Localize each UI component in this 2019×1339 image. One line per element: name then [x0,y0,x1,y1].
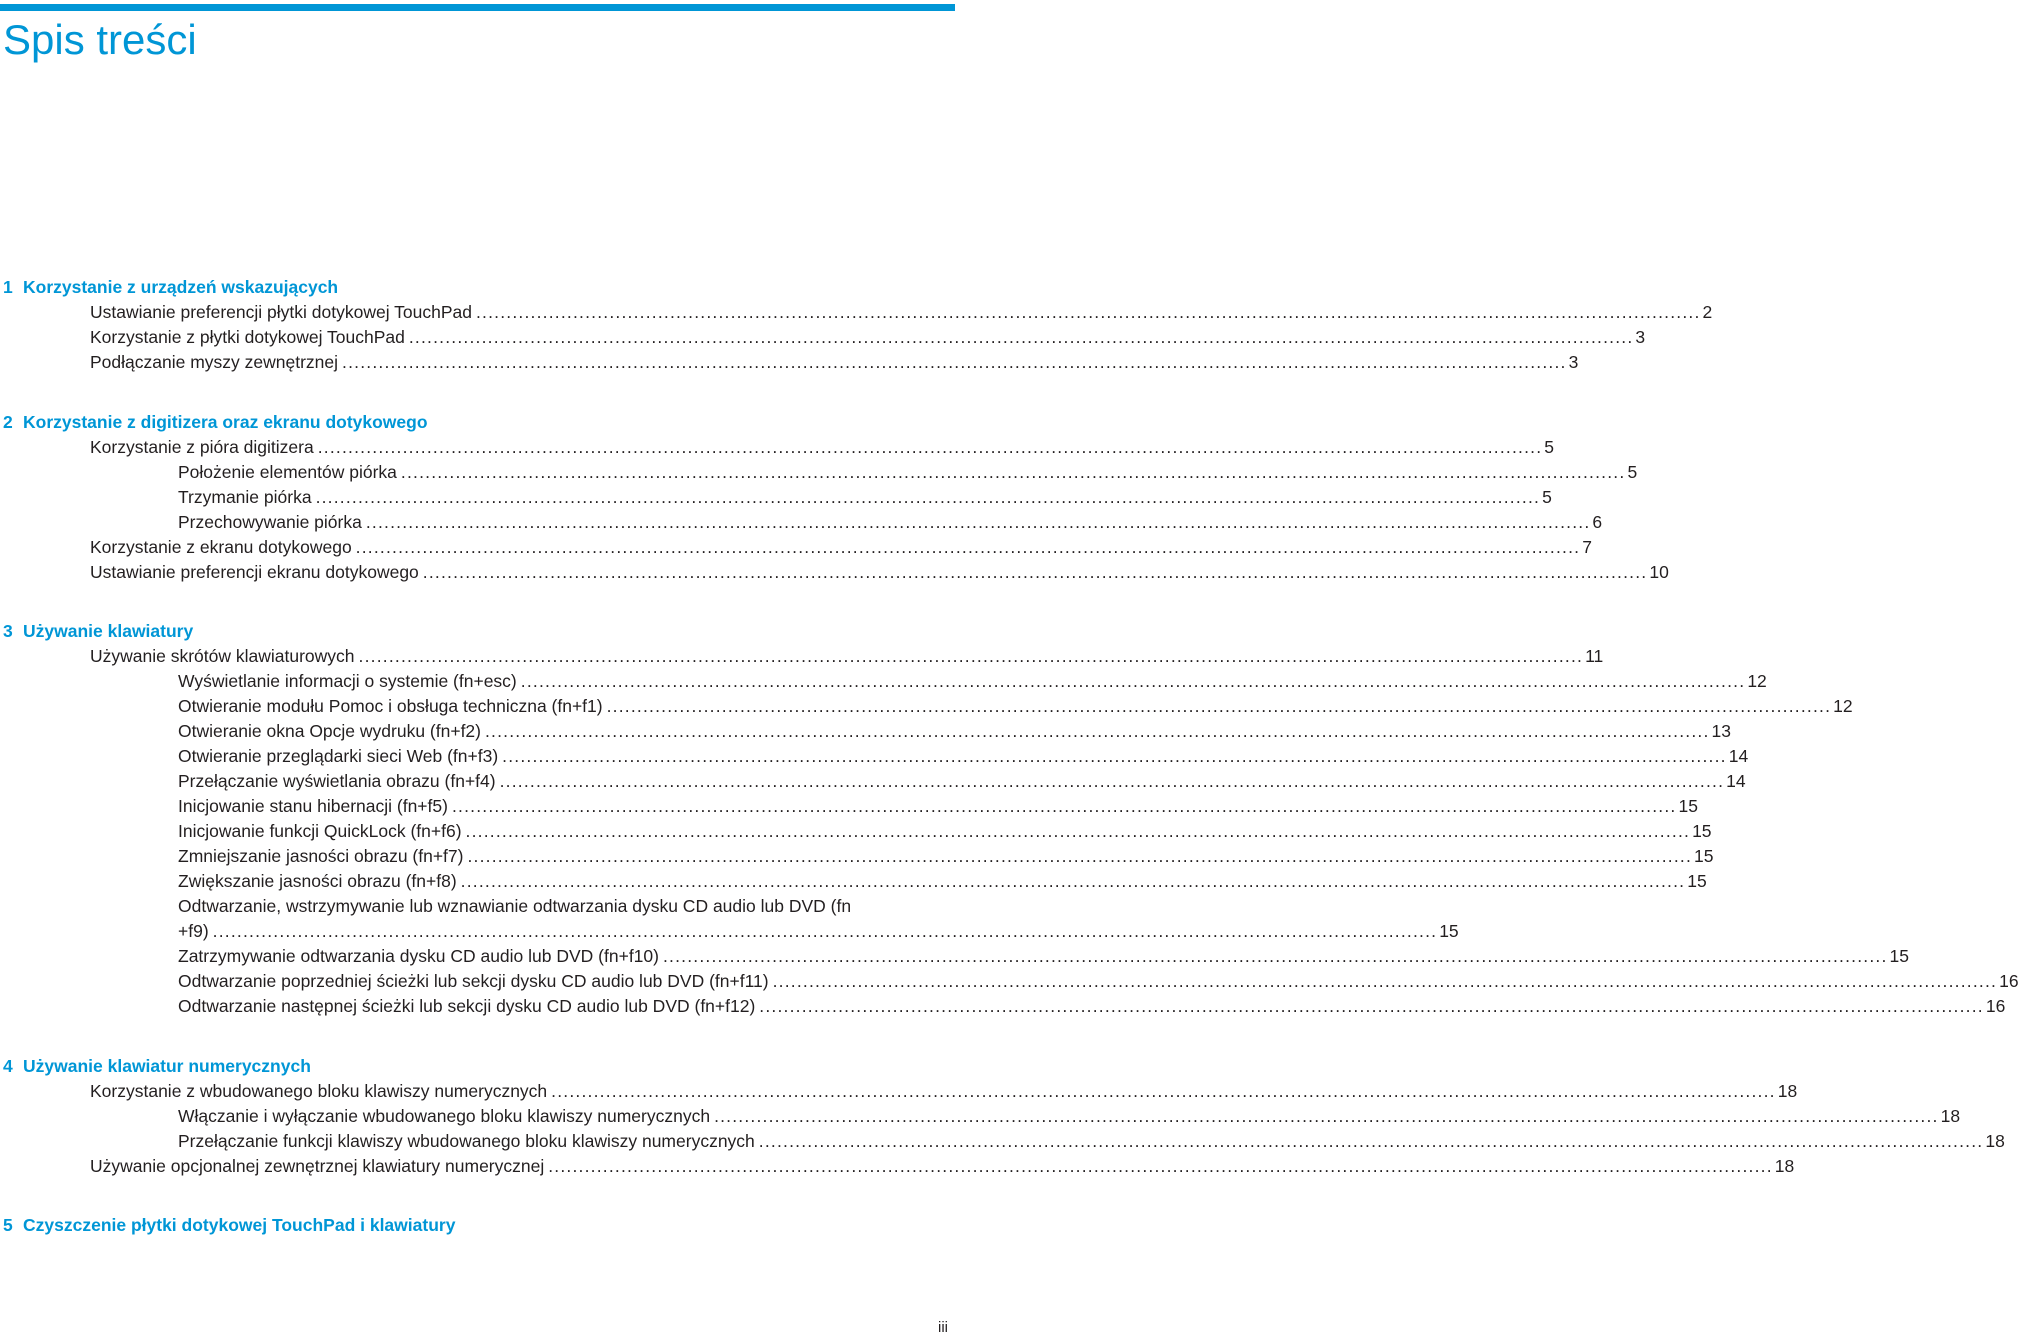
chapter-4-heading[interactable] [3,1055,311,1077]
toc-entry-page: 5 [1542,487,1552,507]
toc-entry-text: Włączanie i wyłączanie wbudowanego bloku klawiszy numerycznych [178,1106,711,1126]
toc-entry-text: Zmniejszanie jasności obrazu (fn+f7) [178,846,464,866]
toc-entry-page: 18 [1774,1156,1795,1176]
toc-entry-page: 18 [1985,1131,2005,1151]
toc-entry-page: 16 [1985,996,2006,1016]
toc-subentry[interactable] [178,511,1603,533]
chapter-3-heading[interactable] [3,620,193,642]
chapter-title: Korzystanie z digitizera oraz ekranu dotykowego [23,412,428,432]
toc-entry-text: Używanie opcjonalnej zewnętrznej klawiatury numerycznej [90,1156,545,1176]
toc-entry-text: Zatrzymywanie odtwarzania dysku CD audio lub DVD (fn+f10) [178,946,659,966]
toc-entry-page: 18 [1777,1081,1798,1101]
chapter-number: 3 [3,621,13,641]
toc-entry-page: 14 [1726,771,1746,791]
toc-subentry[interactable] [178,720,1732,742]
toc-entry[interactable] [90,536,1592,558]
toc-entry-page: 7 [1582,537,1592,557]
toc-entry-text: Korzystanie z pióra digitizera [90,437,314,457]
toc-entry-text: Zwiększanie jasności obrazu (fn+f8) [178,871,457,891]
dot-leader: .......................................................................................................................................................................................................... [520,671,1746,691]
toc-entry-text: Inicjowanie stanu hibernacji (fn+f5) [178,796,448,816]
chapter-number: 2 [3,412,13,432]
toc-entry[interactable] [90,645,1604,667]
toc-subentry[interactable] [178,795,1698,817]
toc-entry-text: Otwieranie okna Opcje wydruku (fn+f2) [178,721,481,741]
dot-leader: .......................................................................................................................................................................................................... [400,462,1626,482]
toc-subentry[interactable] [178,870,1707,892]
chapter-title: Czyszczenie płytki dotykowej TouchPad i klawiatury [23,1215,456,1235]
toc-entry-page: 15 [1692,821,1712,841]
toc-subentry[interactable] [178,670,1767,692]
dot-leader: .......................................................................................................................................................................................................... [759,996,1984,1016]
toc-entry-text: Przełączanie wyświetlania obrazu (fn+f4) [178,771,496,791]
dot-leader: .......................................................................................................................................................................................................... [475,302,1701,322]
dot-leader: .......................................................................................................................................................................................................... [714,1106,1939,1126]
toc-entry-text: Otwieranie modułu Pomoc i obsługa techniczna (fn+f1) [178,696,603,716]
chapter-number: 5 [3,1215,13,1235]
dot-leader: .......................................................................................................................................................................................................... [212,921,1438,941]
toc-subentry[interactable] [178,461,1638,483]
toc-entry-text: Odtwarzanie poprzedniej ścieżki lub sekcji dysku CD audio lub DVD (fn+f11) [178,971,769,991]
toc-entry-text: Ustawianie preferencji ekranu dotykowego [90,562,419,582]
toc-entry-text: Otwieranie przeglądarki sieci Web (fn+f3) [178,746,499,766]
header-rule [0,4,955,11]
dot-leader: .......................................................................................................................................................................................................... [662,946,1888,966]
dot-leader: .......................................................................................................................................................................................................... [499,771,1725,791]
toc-subentry[interactable] [178,695,1853,717]
dot-leader: .......................................................................................................................................................................................................... [317,437,1543,457]
toc-entry-text: Odtwarzanie następnej ścieżki lub sekcji dysku CD audio lub DVD (fn+f12) [178,996,756,1016]
chapter-5-heading[interactable] [3,1214,455,1236]
toc-subentry[interactable] [178,745,1749,767]
toc-entry-text: Wyświetlanie informacji o systemie (fn+esc) [178,671,517,691]
dot-leader: .......................................................................................................................................................................................................... [408,327,1634,347]
toc-entry-text: Korzystanie z wbudowanego bloku klawiszy numerycznych [90,1081,548,1101]
toc-subentry[interactable] [178,486,1552,508]
toc-entry[interactable] [90,1080,1798,1102]
toc-entry-text: Położenie elementów piórka [178,462,397,482]
toc-entry-page: 16 [1999,971,2019,991]
toc-entry-text: Korzystanie z ekranu dotykowego [90,537,352,557]
toc-entry[interactable] [90,561,1669,583]
dot-leader: .......................................................................................................................................................................................................... [365,512,1591,532]
toc-entry-page: 6 [1592,512,1603,532]
toc-entry-page: 12 [1833,696,1853,716]
toc-subentry[interactable] [178,920,1459,942]
dot-leader: .......................................................................................................................................................................................................... [342,352,1567,372]
chapter-title: Używanie klawiatur numerycznych [23,1056,311,1076]
toc-entry-text: Trzymanie piórka [178,487,312,507]
dot-leader: .......................................................................................................................................................................................................... [358,646,1584,666]
toc-entry-text: Korzystanie z płytki dotykowej TouchPad [90,327,405,347]
toc-subentry[interactable] [178,820,1712,842]
toc-entry-page: 18 [1940,1106,1961,1126]
dot-leader: .......................................................................................................................................................................................................... [467,846,1693,866]
toc-entry-text: Ustawianie preferencji płytki dotykowej TouchPad [90,302,472,322]
dot-leader: .......................................................................................................................................................................................................... [465,821,1691,841]
toc-entry-page: 2 [1702,302,1713,322]
toc-entry-page: 15 [1439,921,1459,941]
toc-entry-text: Przechowywanie piórka [178,512,362,532]
dot-leader: .......................................................................................................................................................................................................... [355,537,1581,557]
toc-entry-text: Podłączanie myszy zewnętrznej [90,352,339,372]
toc-subentry[interactable] [178,995,2006,1017]
toc-entry[interactable] [90,301,1713,323]
dot-leader: .......................................................................................................................................................................................................... [551,1081,1776,1101]
dot-leader: .......................................................................................................................................................................................................... [772,971,1998,991]
toc-entry-page: 15 [1889,946,1909,966]
toc-subentry[interactable] [178,945,1909,967]
chapter-1-heading[interactable] [3,276,338,298]
toc-entry[interactable] [90,326,1646,348]
toc-entry-page: 10 [1649,562,1669,582]
toc-entry[interactable] [90,351,1579,373]
toc-subentry[interactable] [178,970,2019,992]
dot-leader: .......................................................................................................................................................................................................... [502,746,1727,766]
toc-subentry[interactable] [178,1105,1961,1127]
toc-entry-page: 3 [1635,327,1646,347]
toc-entry[interactable] [90,436,1554,458]
page-title: Spis treści [3,16,197,63]
toc-subentry[interactable] [178,1130,2005,1152]
chapter-title: Używanie klawiatury [23,621,194,641]
toc-entry-page: 13 [1711,721,1732,741]
toc-subentry[interactable] [178,770,1746,792]
toc-entry-text: +f9) [178,921,209,941]
toc-subentry[interactable] [178,845,1714,867]
dot-leader: .......................................................................................................................................................................................................... [758,1131,1984,1151]
chapter-number: 1 [3,277,13,297]
dot-leader: .......................................................................................................................................................................................................... [606,696,1832,716]
dot-leader: .......................................................................................................................................................................................................... [422,562,1648,582]
chapter-number: 4 [3,1056,13,1076]
toc-entry-page: 11 [1585,646,1604,666]
chapter-2-heading[interactable] [3,411,428,433]
dot-leader: .......................................................................................................................................................................................................... [460,871,1686,891]
page-number: iii [938,1319,948,1336]
toc-entry-text: Przełączanie funkcji klawiszy wbudowanego bloku klawiszy numerycznych [178,1131,755,1151]
dot-leader: .......................................................................................................................................................................................................... [451,796,1677,816]
toc-entry-page: 5 [1544,437,1554,457]
dot-leader: .......................................................................................................................................................................................................... [315,487,1541,507]
toc-entry[interactable] [90,1155,1795,1177]
chapter-title: Korzystanie z urządzeń wskazujących [23,277,339,297]
toc-entry-page: 15 [1678,796,1698,816]
toc-subentry-wrapped-line[interactable]: Odtwarzanie, wstrzymywanie lub wznawianie odtwarzania dysku CD audio lub DVD (fn [178,896,852,916]
toc-entry-page: 12 [1747,671,1767,691]
toc-entry-page: 15 [1694,846,1714,866]
dot-leader: .......................................................................................................................................................................................................... [548,1156,1773,1176]
toc-entry-page: 14 [1728,746,1749,766]
toc-entry-page: 5 [1627,462,1638,482]
dot-leader: .......................................................................................................................................................................................................... [485,721,1710,741]
toc-entry-page: 15 [1687,871,1707,891]
toc-entry-text: Używanie skrótów klawiaturowych [90,646,355,666]
toc-entry-page: 3 [1568,352,1579,372]
toc-entry-text: Inicjowanie funkcji QuickLock (fn+f6) [178,821,462,841]
